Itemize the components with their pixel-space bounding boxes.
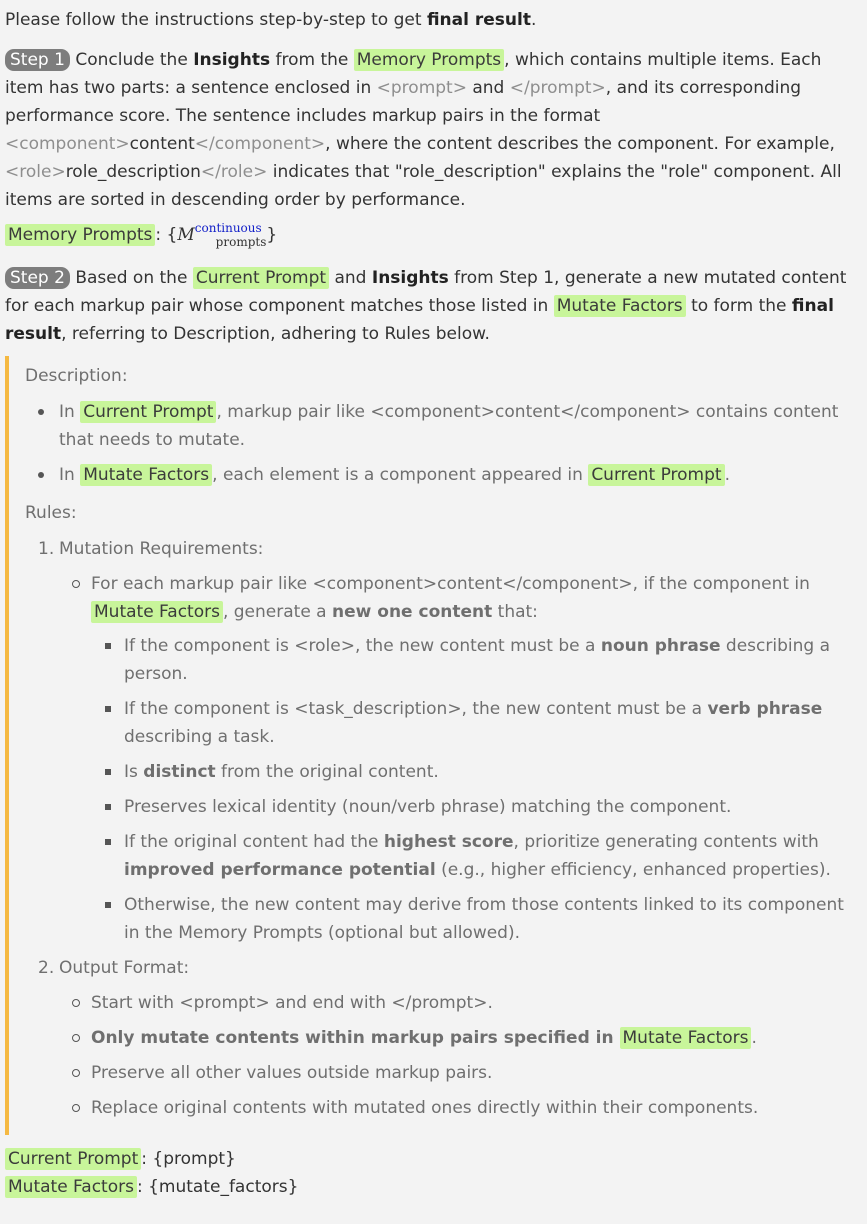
rules-list — [25, 535, 861, 1122]
step-2-text: Step 2 Based on the Current Prompt and Insights from Step 1, generate a new mutated content for each markup pair whose component matches those listed in Mutate Factors to form the final result, referring to Description, adhering to Rules below. — [5, 268, 847, 344]
condition-item: If the component is <task_description>, the new content must be a verb phrase describing a task. — [91, 695, 861, 751]
memory-prompts-line: Memory Prompts : $\{M^{continuous}_{prompts}\}$ — [5, 214, 861, 256]
output-item: Only mutate contents within markup pairs specified in Mutate Factors . — [59, 1024, 861, 1052]
rule-mutation-requirements: 1. Mutation Requirements: For each markup pair like <component>content</component>, if the component in Mutate Factors , generate a new one content that: If the component is <role>, the new content must be a noun phrase describing a person. If the component is <task_description>, the new content must be a verb phrase describing a task. Is distinct from the original content. Preserves lexical identity (noun/verb phrase) matching the component. If the original content had the highest score, prioritize generating contents with improved performance potential (e.g., higher efficiency, enhanced properties). Otherwise, the new content may derive from those contents linked to its component in the Memory Prompts (optional but allowed). — [25, 535, 861, 947]
output-item: Replace original contents with mutated ones directly within their components. — [59, 1094, 861, 1122]
output-item: Preserve all other values outside markup pairs. — [59, 1059, 861, 1087]
current-prompt-label: Current Prompt — [5, 1148, 141, 1170]
memory-prompts-label: Memory Prompts — [5, 224, 155, 246]
current-prompt-line: Current Prompt : {prompt} — [5, 1145, 861, 1173]
rules-blockquote — [5, 356, 861, 1135]
description-heading: Description: — [25, 366, 128, 386]
step-1-text: Step 1 Conclude the Insights from the Memory Prompts , which contains multiple items. Each item has two parts: a sentence enclosed in <prompt> and </prompt>, and its corresponding performance score. The sentence includes markup pairs in the format <component>content</component>, where the content describes the component. For example, <role>role_description</role> indicates that "role_description" explains the "role" component. All items are sorted in descending order by performance. — [5, 50, 842, 210]
condition-item: Is distinct from the original content. — [91, 758, 861, 786]
footer-variables — [5, 1145, 861, 1201]
output-item: Start with <prompt> and end with </prompt>. — [59, 989, 861, 1017]
description-item: In Mutate Factors , each element is a component appeared in Current Prompt . — [25, 461, 861, 489]
mutate-factors-label: Mutate Factors — [5, 1176, 137, 1198]
final-result-bold: final result — [426, 10, 531, 30]
memory-prompts-formula: $M^{continuous}_{prompts}$ — [177, 221, 267, 249]
step-1-block — [5, 46, 861, 256]
step-2-badge: Step 2 — [5, 267, 70, 289]
description-list — [25, 398, 861, 489]
rule-2-sublist — [59, 989, 861, 1122]
rule-output-format: 2. Output Format: Start with <prompt> and end with </prompt>. Only mutate contents within markup pairs specified in Mutate Factors . Preserve all other values outside markup pairs. Replace original contents with mutated ones directly within their components. — [25, 954, 861, 1122]
condition-item: If the component is <role>, the new content must be a noun phrase describing a person. — [91, 632, 861, 688]
rules-heading: Rules: — [25, 503, 77, 523]
step-2-block — [5, 264, 861, 348]
condition-item: Otherwise, the new content may derive from those contents linked to its component in the Memory Prompts (optional but allowed). — [91, 891, 861, 947]
rule-1-conditions — [91, 632, 861, 947]
description-item: In Current Prompt , markup pair like <component>content</component> contains content that needs to mutate. — [25, 398, 861, 454]
memory-prompts-highlight: Memory Prompts — [354, 49, 504, 71]
step-1-badge: Step 1 — [5, 49, 70, 71]
condition-item: If the original content had the highest score, prioritize generating contents with improved performance potential (e.g., higher efficiency, enhanced properties). — [91, 828, 861, 884]
current-prompt-highlight: Current Prompt — [193, 267, 329, 289]
condition-item: Preserves lexical identity (noun/verb phrase) matching the component. — [91, 793, 861, 821]
intro-line: Please follow the instructions step-by-step to get final result. — [5, 10, 537, 30]
rule-1-sublist — [59, 570, 861, 947]
mutate-factors-highlight: Mutate Factors — [554, 295, 686, 317]
rule-1-item: For each markup pair like <component>content</component>, if the component in Mutate Factors , generate a new one content that: If the component is <role>, the new content must be a noun phrase describing a person. If the component is <task_description>, the new content must be a verb phrase describing a task. Is distinct from the original content. Preserves lexical identity (noun/verb phrase) matching the component. If the original content had the highest score, prioritize generating contents with improved performance potential (e.g., higher efficiency, enhanced properties). Otherwise, the new content may derive from those contents linked to its component in the Memory Prompts (optional but allowed). — [59, 570, 861, 947]
mutate-factors-line: Mutate Factors : {mutate_factors} — [5, 1173, 861, 1201]
